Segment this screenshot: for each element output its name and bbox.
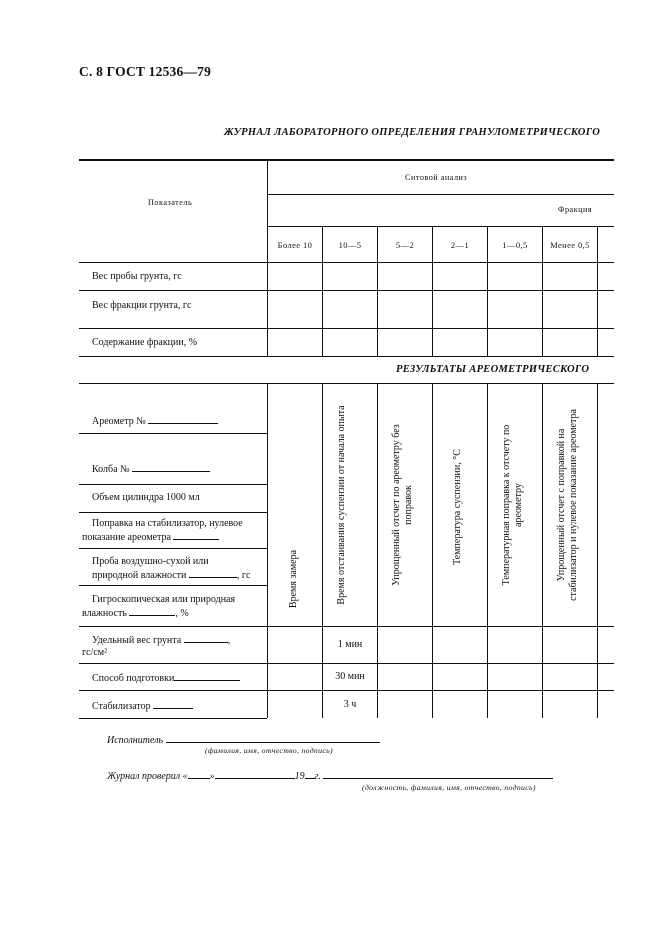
checked-caption: (должность, фамилия, имя, отчество, подпись) [362,783,536,792]
stabilizer-label: Стабилизатор [92,699,193,713]
density-label: Удельный вес грунта , гс/см² [82,635,231,658]
table2-top-border [79,383,614,384]
table2-line [487,384,488,718]
indicator-header: Показатель [148,198,193,207]
table2-line [267,384,268,718]
fraction-label: 10—5 [338,240,362,250]
time-value: 3 ч [343,699,357,710]
column-header-temperature: Температура суспензии, °С [452,449,463,565]
row-label: Вес пробы грунта, гс [92,271,182,282]
executor-caption: (фамилия, имя, отчество, подпись) [205,746,333,755]
row-label: Вес фракции грунта, гс [92,300,192,311]
table2-line [79,663,614,664]
fraction-header: Фракция [558,205,593,214]
journal-title: ЖУРНАЛ ЛАБОРАТОРНОГО ОПРЕДЕЛЕНИЯ ГРАНУЛОМЕТРИЧЕСКОГО [224,127,601,138]
time-value: 30 мин [335,671,365,682]
hygroscopic-label: Гигроскопическая или природная влажность , % [82,594,236,619]
table1-line [268,226,614,227]
table2-line [79,718,267,719]
table1-line [79,262,614,263]
table2-line [79,585,267,586]
table2-line [377,384,378,718]
table1-line [597,226,598,356]
row-label: Содержание фракции, % [92,337,198,348]
table2-line [79,548,267,549]
table2-line [542,384,543,718]
table1-top-border [79,159,614,161]
checked-line: Журнал проверил « » 19 г. [107,769,553,782]
table1-line [79,290,614,291]
flask-label: Колба № [92,462,210,476]
column-header-settling-time: Время отстаивания суспензии от начала опыта [336,405,347,605]
table2-line [79,690,614,691]
table2-line [597,384,598,718]
sample-label: Проба воздушно-сухой или природной влажности , гс [92,556,251,581]
fraction-label: Более 10 [277,240,313,250]
fraction-label: Менее 0,5 [550,240,590,250]
method-label: Способ подготовки [92,671,240,685]
column-header-simplified-reading: Упрощенный отсчет по ареометру без поправок [391,424,414,586]
table2-line [79,433,267,434]
table2-line [79,626,614,627]
results-title: РЕЗУЛЬТАТЫ АРЕОМЕТРИЧЕСКОГО [396,364,590,375]
sieve-analysis-header: Ситовой анализ [405,173,468,182]
time-value: 1 мин [337,639,363,650]
table2-line [79,484,267,485]
column-header-temperature-correction: Температурная поправка к отсчету по ареометру [501,424,524,586]
column-header-corrected-reading: Упрощенный отсчет с поправкой на стабилизатор и нулевое показание ареометра [556,409,579,601]
cylinder-label: Объем цилиндра 1000 мл [92,492,200,503]
table1-line [268,194,614,195]
areometer-label: Ареометр № [92,414,218,428]
table2-line [322,384,323,718]
page-reference: С. 8 ГОСТ 12536—79 [79,64,212,79]
column-header-measure-time: Время замера [288,549,299,609]
fraction-label: 2—1 [450,240,470,250]
fraction-label: 1—0,5 [502,240,528,250]
fraction-label: 5—2 [395,240,415,250]
table1-line [267,160,268,356]
table2-line [432,384,433,718]
table2-line [79,512,267,513]
table1-line [79,328,614,329]
table1-line [79,356,614,357]
correction-label: Поправка на стабилизатор, нулевое показание ареометра [82,518,243,543]
executor-line: Исполнитель [107,733,380,746]
